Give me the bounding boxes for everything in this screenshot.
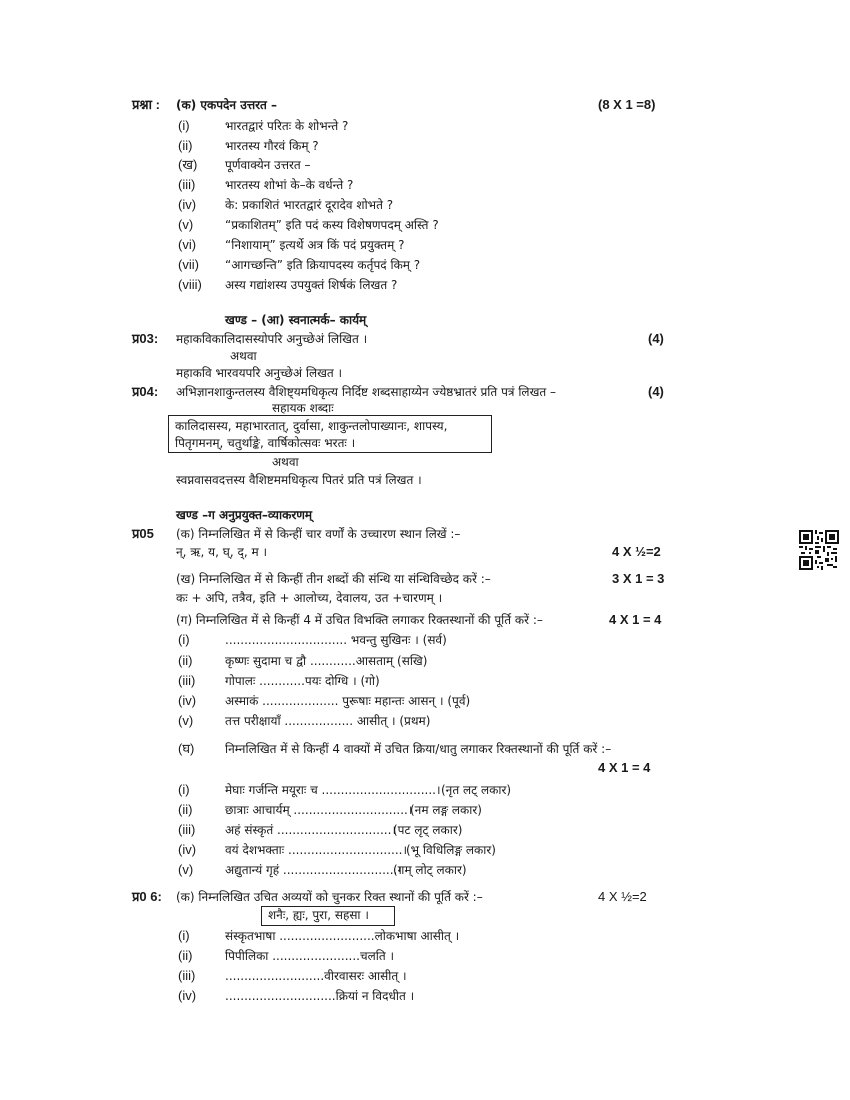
or-label: अथवा — [230, 349, 257, 363]
item-text: अहं संस्कृतं ..............................। — [225, 823, 396, 837]
item-num: (viii) — [178, 277, 202, 292]
item-text: गोपालः ............पयः दोग्धि । (गो) — [225, 674, 380, 688]
item-text: पूर्णवाक्येन उत्तरत – — [225, 158, 311, 172]
question-text: (ग) निम्नलिखित में से किन्हीं 4 में उचित विभक्ति लगाकर रिक्तस्थानों की पूर्ति करें :– — [176, 613, 543, 627]
item-hint: (भू विधिलिङ्ग लकार) — [406, 843, 496, 857]
item-hint: (गम् लोट् लकार) — [393, 863, 467, 877]
question-number: प्र05 — [132, 526, 154, 541]
item-num: (iii) — [178, 968, 196, 983]
item-text: “निशायाम्” इत्यर्थे अत्र किं पदं प्रयुक्तम् ? — [225, 238, 405, 252]
item-text: भारतस्य गौरवं किम् ? — [225, 139, 319, 153]
item-num: (i) — [178, 632, 190, 647]
question-number: प्र0 6: — [132, 889, 162, 904]
item-num: (ख) — [178, 157, 198, 172]
word-list: कः + अपि, तत्रैव, इति + आलोच्य, देवालय, उत +चारणम् । — [176, 591, 443, 605]
item-num: (ii) — [178, 802, 193, 817]
question-marks: 4 X ½=2 — [612, 544, 661, 559]
item-text: ................................ भवन्तु सुखिनः । (सर्व) — [225, 633, 447, 647]
q1-marks: (8 X 1 =8) — [598, 97, 656, 112]
hint-label: सहायक शब्दाः — [272, 401, 334, 415]
question-text: (क) निम्नलिखित उचित अव्ययों को चुनकर रिक्त स्थानों की पूर्ति करें :– — [176, 890, 483, 904]
question-number: प्र04: — [132, 384, 159, 399]
item-num: (iii) — [178, 673, 196, 688]
item-text: तत्त परीक्षायाँ .................. आसीत् । (प्रथम) — [225, 714, 431, 728]
item-num: (iv) — [178, 693, 197, 708]
item-text: “आगच्छन्ति” इति क्रियापदस्य कर्तृपदं किम् ? — [225, 258, 421, 272]
question-marks: 4 X ½=2 — [598, 889, 647, 904]
question-alt: स्वप्नवासवदत्तस्य वैशिष्टममधिकृत्य पितरं प्रति पत्रं लिखत । — [176, 473, 422, 487]
question-marks: 4 X 1 = 4 — [598, 760, 651, 775]
question-marks: 3 X 1 = 3 — [612, 571, 665, 586]
item-hint: (पट लृट् लकार) — [393, 823, 463, 837]
item-num: (i) — [178, 928, 190, 943]
letter-list: न्, ऋ, य, घ्, द्, म । — [176, 545, 268, 559]
item-text: अस्माकं .................... पुरूषाः महान्तः आसन् । (पूर्व) — [225, 694, 471, 708]
item-num: (vii) — [178, 257, 199, 272]
q-prefix: प्रश्ना : — [132, 97, 160, 112]
item-num: (i) — [178, 118, 190, 133]
item-text: संस्कृतभाषा .........................लोकभाषा आसीत् । — [225, 929, 460, 943]
item-hint: (नम लङ्ग लकार) — [410, 803, 482, 817]
item-num: (v) — [178, 713, 194, 728]
item-num: (iv) — [178, 197, 197, 212]
word-box-line: कालिदासस्य, महाभारतात्, दुर्वासा, शाकुन्तलोपाख्यानः, शापस्य, — [175, 419, 448, 433]
item-num: (v) — [178, 862, 194, 877]
item-num: (iii) — [178, 177, 196, 192]
item-num: (घ) — [178, 741, 195, 756]
question-text: निम्नलिखित में से किन्हीं 4 वाक्यों में उचित क्रिया/धातु लगाकर रिक्तस्थानों की पूर्ति करें :– — [225, 742, 612, 756]
item-num: (v) — [178, 217, 194, 232]
item-num: (iv) — [178, 842, 197, 857]
question-number: प्र03: — [132, 331, 159, 346]
item-num: (iii) — [178, 822, 196, 837]
item-num: (ii) — [178, 948, 193, 963]
item-text: मेघाः गर्जन्ति मयूराः च ..............................। — [225, 783, 441, 797]
item-text: ..........................वीरवासरः आसीत् । — [225, 969, 407, 983]
item-hint: (नृत लट् लकार) — [441, 783, 512, 797]
question-marks: 4 X 1 = 4 — [609, 612, 662, 627]
item-num: (vi) — [178, 237, 197, 252]
item-num: (i) — [178, 782, 190, 797]
or-label: अथवा — [272, 455, 299, 469]
item-text: छात्राः आचार्यम् ..............................। — [225, 803, 413, 817]
item-num: (iv) — [178, 988, 197, 1003]
section-heading: खण्ड –ग अनुप्रयुक्त–व्याकरणम् — [176, 508, 313, 522]
item-text: के: प्रकाशितं भारतद्वारं दूरादेव शोभते ? — [225, 198, 394, 212]
item-text: कृष्णः सुदामा च द्वौ ............आसताम् (सखि) — [225, 654, 428, 668]
question-text: अभिज्ञानशाकुन्तलस्य वैशिष्ट्यमधिकृत्य निर्दिष्ट शब्दसाहाय्येन ज्येष्ठभ्रातरं प्रति पत्रं लिखत – — [176, 385, 557, 399]
item-text: अस्य गद्यांशस्य उपयुक्तं शिर्षकं लिखत ? — [225, 278, 398, 292]
item-num: (ii) — [178, 653, 193, 668]
item-text: पिपीलिका .......................चलति । — [225, 949, 395, 963]
item-text: “प्रकाशितम्” इति पदं कस्य विशेषणपदम् अस्ति ? — [225, 218, 439, 232]
question-alt: महाकवि भारवयपरि अनुच्छेअं लिखत । — [176, 366, 343, 380]
item-text: भारतद्वारं परितः के शोभन्ते ? — [225, 119, 349, 133]
question-text: (क) निम्नलिखित में से किन्हीं चार वर्णों के उच्चारण स्थान लिखें :– — [176, 527, 461, 541]
q1-heading: (क) एकपदेन उत्तरत – — [176, 98, 278, 112]
question-marks: (4) — [648, 384, 664, 399]
question-text: महाकविकालिदासस्योपरि अनुच्छेअं लिखित । — [176, 332, 368, 346]
section-heading: खण्ड – (आ) स्वनात्मर्क– कार्यम् — [225, 313, 367, 327]
qr-code — [799, 530, 839, 570]
word-box-line: पितृगमनम्, चतुर्थाङ्के, वार्षिकोत्सवः भरतः । — [175, 436, 356, 450]
question-text: (ख) निम्नलिखित में से किन्हीं तीन शब्दों की संन्धि या संन्धिविच्छेद करें :– — [176, 572, 491, 586]
question-marks: (4) — [648, 331, 664, 346]
item-num: (ii) — [178, 138, 193, 153]
item-text: भारतस्य शोभां के–के वर्धन्ते ? — [225, 178, 354, 192]
word-box-line: शनैः, ह्यः, पुरा, सहसा । — [268, 908, 369, 922]
item-text: अद्युतान्यं गृहं ..............................। — [225, 863, 402, 877]
item-text: वयं देशभक्ताः ..............................। — [225, 843, 408, 857]
item-text: .............................क्रियां न विदधीत । — [225, 989, 415, 1003]
